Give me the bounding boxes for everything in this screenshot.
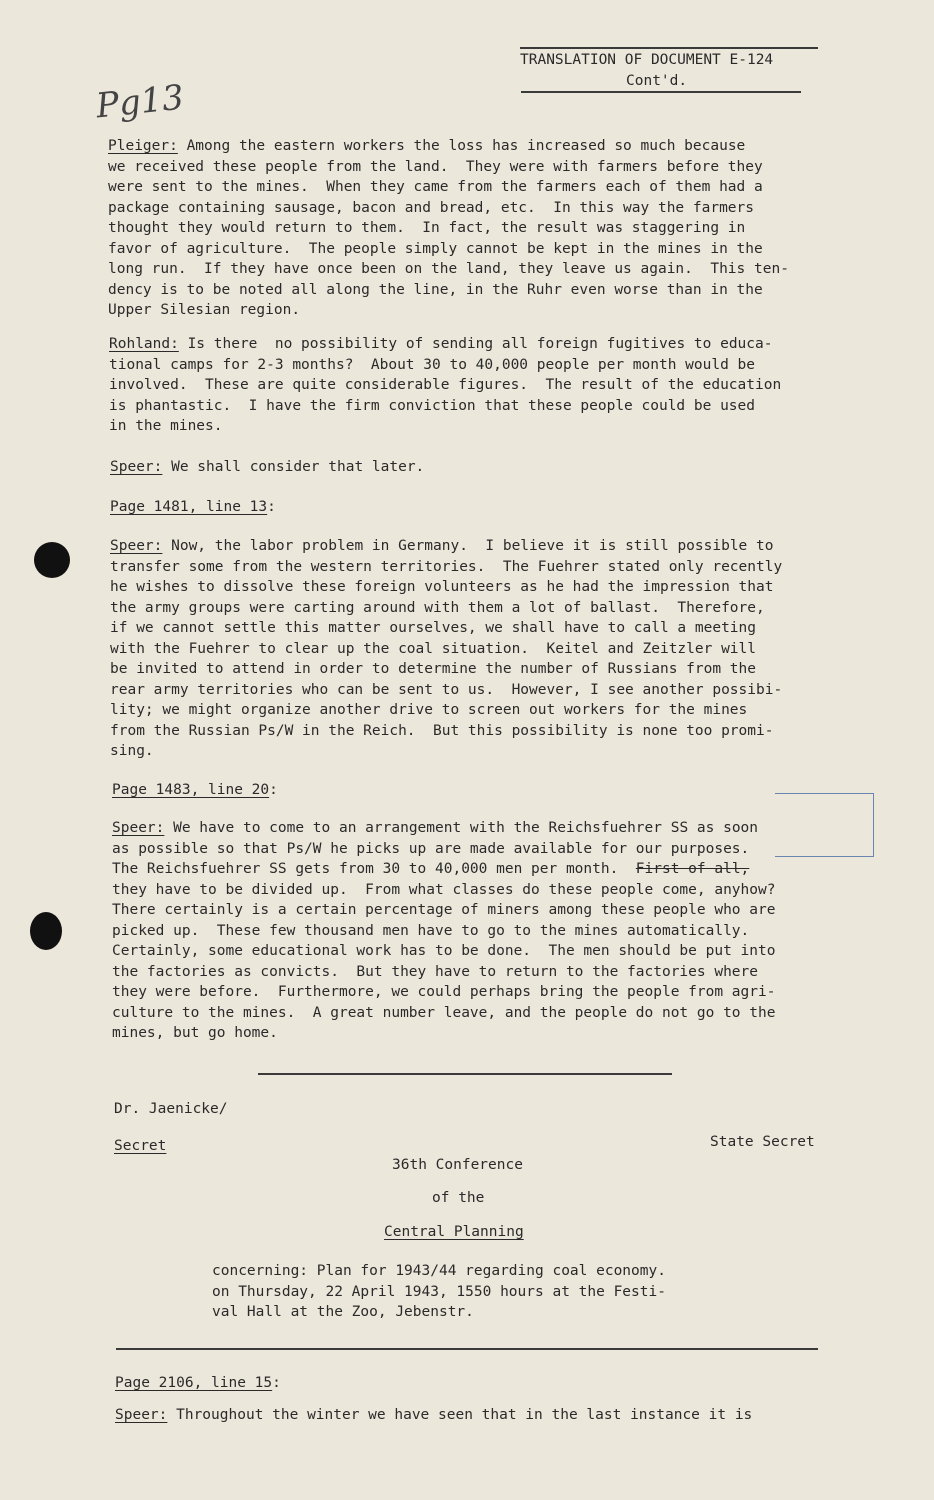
page-reference-1483-text: Page 1483, line 20 xyxy=(112,782,270,798)
punch-hole-2 xyxy=(30,912,62,950)
conference-central-planning: Central Planning xyxy=(384,1224,524,1240)
paragraph-speer-2 xyxy=(110,536,870,762)
document-subtitle: Cont'd. xyxy=(626,73,688,89)
page-reference-2106: Page 2106, line 15: xyxy=(115,1375,281,1391)
conference-concerning: concerning: Plan for 1943/44 regarding coal economy. on Thursday, 22 April 1943, 1550 hours at the Festi- val Hall at the Zoo, Jebenstr. xyxy=(212,1263,666,1320)
conference-title: 36th Conference xyxy=(392,1157,523,1173)
page-reference-1481-text: Page 1481, line 13 xyxy=(110,499,268,515)
section-divider-2 xyxy=(116,1348,818,1350)
author-line: Dr. Jaenicke/ xyxy=(114,1101,228,1117)
speaker-speer-2: Speer: xyxy=(110,538,163,554)
paragraph-speer-1 xyxy=(110,457,810,478)
paragraph-rohland xyxy=(109,334,869,437)
header-rule-top xyxy=(520,47,818,49)
speaker-rohland: Rohland: xyxy=(109,336,179,352)
speer-4-text: Throughout the winter we have seen that in the last instance it is xyxy=(167,1407,753,1423)
speer-1-text: We shall consider that later. xyxy=(162,459,425,475)
secret-label: Secret xyxy=(114,1138,167,1154)
speer-3-text-b: they have to be divided up. From what classes do these people come, anyhow? There certainly is a certain percentage of miners among these people who are picked up. These few thousand men have to go to the mines automatically. Certainly, some educational work has to be done. The men should be put into the factories as convicts. But they have to return to the factories where they were before. Furthermore, we could perhaps bring the people from agri- culture to the mines. A great number leave, and the people do not go to the mines, but go home. xyxy=(112,881,776,1041)
handwritten-page-mark: Pg13 xyxy=(94,77,186,127)
pleiger-text: Among the eastern workers the loss has increased so much because we received these people from the land. They were with farmers before they were sent to the mines. When they came from the farmers each of them had a package containing sausage, bacon and bread, etc. In this way the farmers thought they would return to them. In fact, the result was staggering in favor of agriculture. The people simply cannot be kept in the mines in the long run. If they have once been on the land, they leave us again. This ten- dency is to be noted all along the line, in the Ruhr even worse than in the Upper Silesian region. xyxy=(108,138,789,318)
page-reference-1483: Page 1483, line 20: xyxy=(112,782,278,798)
document-title: TRANSLATION OF DOCUMENT E-124 xyxy=(520,52,774,68)
speer-3-text-a: We have to come to an arrangement with the Reichsfuehrer SS as soon as possible so that Ps/W he picks up are made available for our purposes. The Reichsfuehrer SS gets from 30 to 40,000 men per month. xyxy=(112,820,759,877)
page-reference-1481: Page 1481, line 13: xyxy=(110,499,276,515)
state-secret-label: State Secret xyxy=(710,1134,815,1150)
struck-text: First of all, xyxy=(635,861,750,877)
speaker-speer-4: Speer: xyxy=(115,1407,168,1423)
paragraph-pleiger xyxy=(108,136,868,321)
header-rule-bottom xyxy=(521,91,801,93)
speaker-speer-3: Speer: xyxy=(112,820,165,836)
speer-2-text: Now, the labor problem in Germany. I believe it is still possible to transfer some from the western territories. The Fuehrer stated only recently he wishes to dissolve these foreign volunteers as he had the impression that the army groups were carting around with them a lot of ballast. Therefore, if we cannot settle this matter ourselves, we shall have to call a meeting with the Fuehrer to clear up the coal situation. Keitel and Zeitzler will be invited to attend in order to determine the number of Russians from the rear army territories who can be sent to us. However, I see another possibi- lity; we might organize another drive to screen out workers for the mines from the Russian Ps/W in the Reich. But this possibility is none too promi- sing. xyxy=(110,538,783,759)
speaker-speer-1: Speer: xyxy=(110,459,163,475)
paragraph-speer-4 xyxy=(115,1405,875,1426)
speaker-pleiger: Pleiger: xyxy=(108,138,178,154)
conference-of: of the xyxy=(432,1190,485,1206)
paragraph-speer-3 xyxy=(112,818,872,1044)
page-reference-2106-text: Page 2106, line 15 xyxy=(115,1375,273,1391)
punch-hole-1 xyxy=(34,542,70,578)
section-divider xyxy=(258,1073,672,1075)
rohland-text: Is there no possibility of sending all foreign fugitives to educa- tional camps for 2-3 months? About 30 to 40,000 people per month would be involved. These are quite considerable figures. The result of the education is phantastic. I have the firm conviction that these people could be used in the mines. xyxy=(109,336,782,434)
